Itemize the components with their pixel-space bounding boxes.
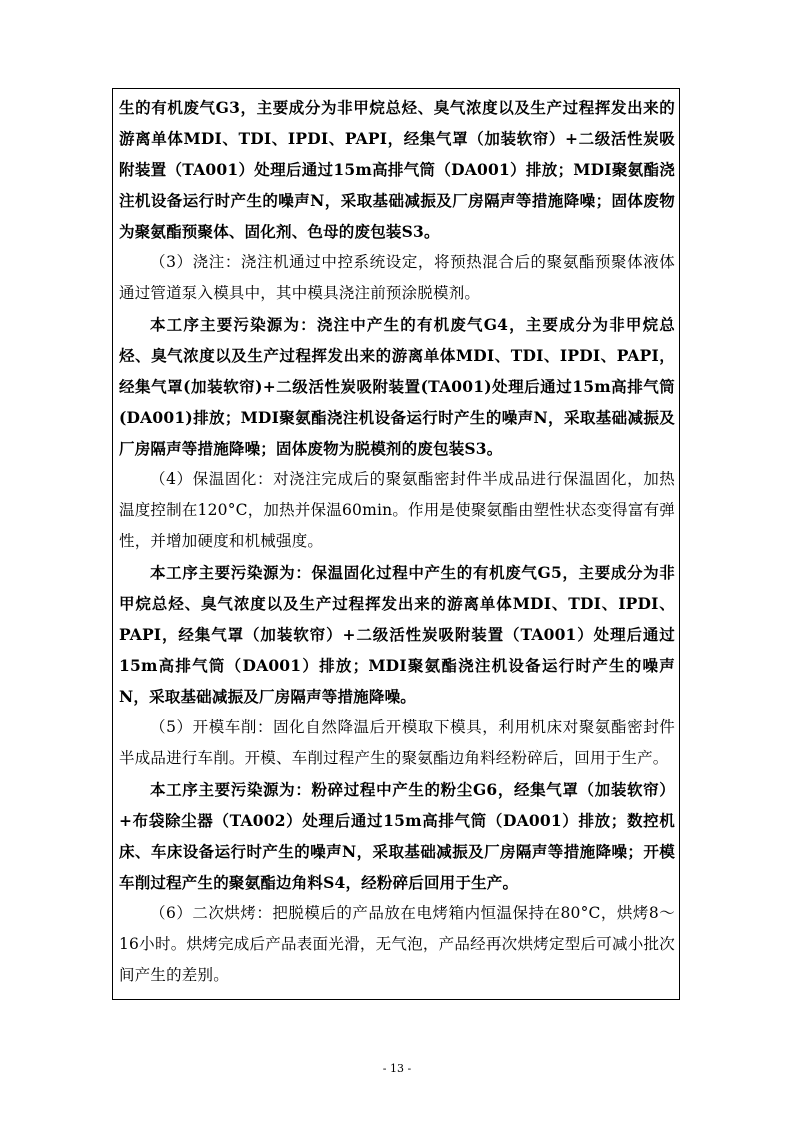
paragraph-casting: （3）浇注：浇注机通过中控系统设定，将预热混合后的聚氨酯预聚体液体通过管道泵入模具中，其中模具浇注前预涂脱模剂。 — [119, 253, 675, 302]
paragraph-g5-pollution: 本工序主要污染源为：保温固化过程中产生的有机废气G5，主要成分为非甲烷总烃、臭气浓度以及生产过程挥发出来的游离单体MDI、TDI、IPDI、PAPI，经集气罩（加装软帘）+二级活性炭吸附装置（TA001）处理后通过15m高排气筒（DA001）排放；MDI聚氨酯浇注机设备运行时产生的噪声N，采取基础减振及厂房隔声等措施降噪。 — [119, 563, 675, 706]
paragraph-curing: （4）保温固化：对浇注完成后的聚氨酯密封件半成品进行保温固化，加热温度控制在120°C，加热并保温60min。作用是使聚氨酯由塑性状态变得富有弹性，并增加硬度和机械强度。 — [119, 470, 675, 550]
paragraph-demold-turning: （5）开模车削：固化自然降温后开模取下模具，利用机床对聚氨酯密封件半成品进行车削。开模、车削过程产生的聚氨酯边角料经粉碎后，回用于生产。 — [119, 718, 675, 767]
page-number: - 13 - — [382, 1062, 412, 1075]
document-body — [119, 92, 675, 991]
paragraph-g3-pollution: 生的有机废气G3，主要成分为非甲烷总烃、臭气浓度以及生产过程挥发出来的游离单体MDI、TDI、IPDI、PAPI，经集气罩（加装软帘）+二级活性炭吸附装置（TA001）处理后通过15m高排气筒（DA001）排放；MDI聚氨酯浇注机设备运行时产生的噪声N，采取基础减振及厂房隔声等措施降噪；固体废物为聚氨酯预聚体、固化剂、色母的废包装S3。 — [119, 98, 675, 241]
paragraph-second-baking: （6）二次烘烤：把脱模后的产品放在电烤箱内恒温保持在80°C，烘烤8～16小时。烘烤完成后产品表面光滑，无气泡，产品经再次烘烤定型后可减小批次间产生的差别。 — [119, 904, 675, 984]
paragraph-g4-pollution: 本工序主要污染源为：浇注中产生的有机废气G4，主要成分为非甲烷总烃、臭气浓度以及生产过程挥发出来的游离单体MDI、TDI、IPDI、PAPI，经集气罩(加装软帘)+二级活性炭吸附装置(TA001)处理后通过15m高排气筒(DA001)排放；MDI聚氨酯浇注机设备运行时产生的噪声N，采取基础减振及厂房隔声等措施降噪；固体废物为脱模剂的废包装S3。 — [119, 315, 675, 458]
paragraph-g6-pollution: 本工序主要污染源为：粉碎过程中产生的粉尘G6，经集气罩（加装软帘）+布袋除尘器（TA002）处理后通过15m高排气筒（DA001）排放；数控机床、车床设备运行时产生的噪声N，采取基础减振及厂房隔声等措施降噪；开模车削过程产生的聚氨酯边角料S4，经粉碎后回用于生产。 — [119, 780, 675, 892]
